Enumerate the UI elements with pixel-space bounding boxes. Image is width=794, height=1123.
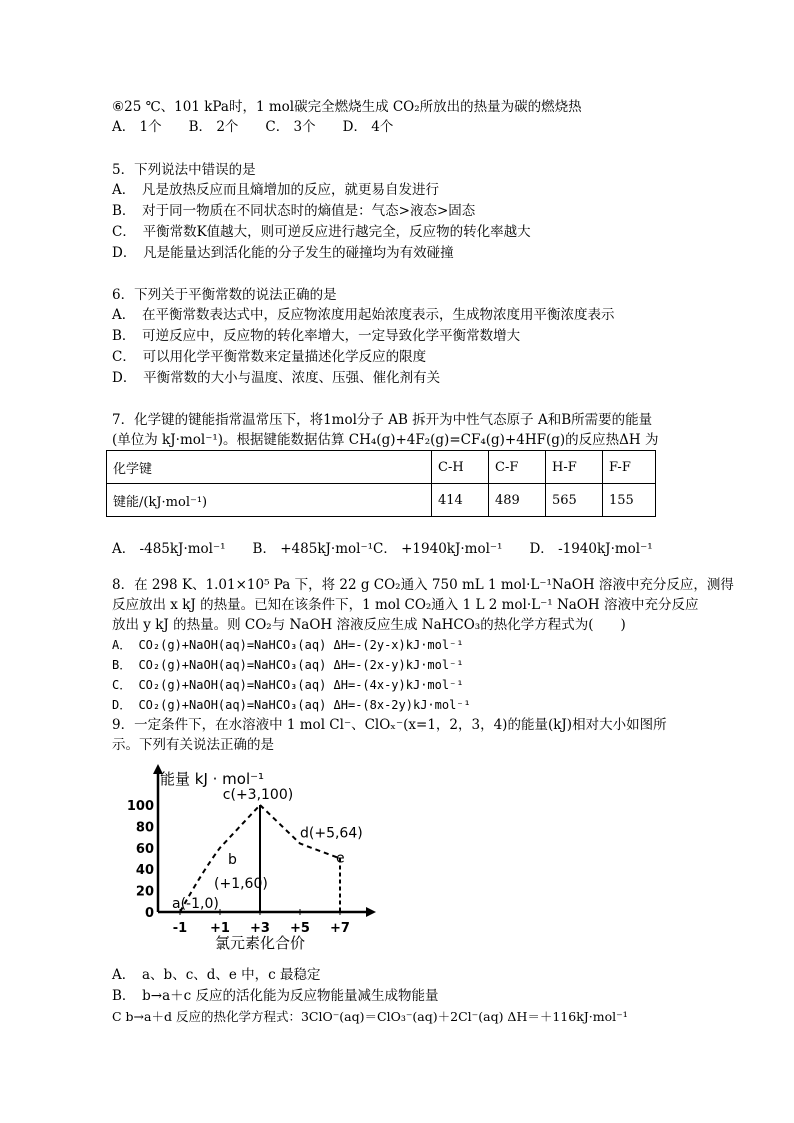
q6-option-d: D． 平衡常数的大小与温度、浓度、压强、催化剂有关 <box>112 370 441 386</box>
q6-option-b: B． 可逆反应中，反应物的转化率增大，一定导致化学平衡常数增大 <box>112 328 521 344</box>
x-tick-label: +1 <box>210 921 230 936</box>
y-tick-label: 40 <box>135 863 154 879</box>
q9-option-a: A． a、b、c、d、e 中，c 最稳定 <box>112 967 321 983</box>
q5-option-d: D． 凡是能量达到活化能的分子发生的碰撞均为有效碰撞 <box>112 245 454 261</box>
y-tick-label: 60 <box>135 841 154 857</box>
q9-stem-line2: 示。下列有关说法正确的是 <box>112 737 274 753</box>
x-tick-label: +7 <box>330 921 350 936</box>
x-tick-label: -1 <box>172 921 188 936</box>
table-cell: 化学键 <box>107 451 432 484</box>
table-cell: 489 <box>489 484 546 517</box>
point-d-label: d(+5,64) <box>300 825 363 842</box>
table-cell: 565 <box>546 484 603 517</box>
q6-option-a: A． 在平衡常数表达式中，反应物浓度用起始浓度表示，生成物浓度用平衡浓度表示 <box>112 307 615 323</box>
table-row <box>107 484 656 517</box>
table-cell: 155 <box>603 484 656 517</box>
table-cell: F-F <box>603 451 656 484</box>
y-axis-label: 能量 kJ · mol⁻¹ <box>160 770 265 788</box>
q5-option-b: B． 对于同一物质在不同状态时的熵值是：气态>液态>固态 <box>112 203 476 219</box>
q8-option-c: C． CO₂(g)+NaOH(aq)=NaHCO₃(aq) ΔH=-(4x-y)kJ·mol⁻¹ <box>112 678 464 692</box>
q8-stem-line3: 放出 y kJ 的热量。则 CO₂与 NaOH 溶液反应生成 NaHCO₃的热化学方程式为( ) <box>112 617 626 633</box>
q8-stem-line1: 8．在 298 K、1.01×10⁵ Pa 下，将 22 g CO₂通入 750 mL 1 mol·L⁻¹NaOH 溶液中充分反应，测得 <box>112 577 734 593</box>
x-axis-label: 氯元素化合价 <box>215 934 306 952</box>
q8-option-d: D． CO₂(g)+NaOH(aq)=NaHCO₃(aq) ΔH=-(8x-2y)kJ·mol⁻¹ <box>112 698 471 712</box>
table-cell: C-H <box>432 451 489 484</box>
point-c-label: c(+3,100) <box>222 787 294 803</box>
q8-option-a: A． CO₂(g)+NaOH(aq)=NaHCO₃(aq) ΔH=-(2y-x)kJ·mol⁻¹ <box>112 638 464 652</box>
table-cell: C-F <box>489 451 546 484</box>
q7-stem-line2: (单位为 kJ·mol⁻¹)。根据键能数据估算 CH₄(g)+4F₂(g)=CF₄(g)+4HF(g)的反应热ΔH 为 <box>112 432 659 448</box>
q9-option-c: C b→a＋d 反应的热化学方程式：3ClO⁻(aq)＝ClO₃⁻(aq)＋2Cl⁻(aq) ΔH＝＋116kJ·mol⁻¹ <box>112 1009 628 1024</box>
x-axis-arrow <box>366 907 376 917</box>
q8-option-b: B． CO₂(g)+NaOH(aq)=NaHCO₃(aq) ΔH=-(2x-y)kJ·mol⁻¹ <box>112 658 464 672</box>
y-tick-label: 0 <box>144 906 154 921</box>
y-tick-label: 100 <box>126 799 154 814</box>
q7-stem-line1: 7．化学键的键能指常温常压下，将1mol分子 AB 拆开为中性气态原子 A和B所需要的能量 <box>112 412 653 428</box>
q8-stem-line2: 反应放出 x kJ 的热量。已知在该条件下，1 mol CO₂通入 1 L 2 mol·L⁻¹ NaOH 溶液中充分反应 <box>112 597 699 613</box>
q5-option-c: C． 平衡常数K值越大，则可逆反应进行越完全，反应物的转化率越大 <box>112 224 531 240</box>
energy-vs-oxidation-state-chart <box>120 760 390 960</box>
point-a-label: a(-1,0) <box>172 896 219 912</box>
y-tick-label: 20 <box>135 884 154 900</box>
point-b-label: b <box>228 851 237 868</box>
table-cell: 414 <box>432 484 489 517</box>
q5-stem: 5．下列说法中错误的是 <box>112 162 256 178</box>
table-cell: 键能/(kJ·mol⁻¹) <box>107 484 432 517</box>
table-header-row <box>107 451 656 484</box>
bond-energy-table <box>106 450 656 517</box>
q6-option-c: C． 可以用化学平衡常数来定量描述化学反应的限度 <box>112 349 427 365</box>
x-tick-label: +3 <box>250 921 270 936</box>
q4-options: A． 1个 B． 2个 C． 3个 D． 4个 <box>112 119 394 135</box>
q7-options: A． -485kJ·mol⁻¹ B． +485kJ·mol⁻¹C． +1940kJ·mol⁻¹ D． -1940kJ·mol⁻¹ <box>112 541 653 557</box>
x-tick-label: +5 <box>290 921 310 936</box>
point-e-label: e <box>336 850 345 867</box>
q6-stem: 6．下列关于平衡常数的说法正确的是 <box>112 287 337 303</box>
q9-option-b: B． b→a＋c 反应的活化能为反应物能量减生成物能量 <box>112 988 439 1004</box>
table-cell: H-F <box>546 451 603 484</box>
y-tick-label: 80 <box>135 820 154 836</box>
q9-stem-line1: 9．一定条件下，在水溶液中 1 mol Cl⁻、ClOₓ⁻(x=1，2，3，4)的能量(kJ)相对大小如图所 <box>112 717 667 733</box>
q5-option-a: A． 凡是放热反应而且熵增加的反应，就更易自发进行 <box>112 182 439 198</box>
point-b-coord-label: (+1,60) <box>214 875 268 892</box>
q5-prev-item6: ⑥25 ℃、101 kPa时，1 mol碳完全燃烧生成 CO₂所放出的热量为碳的燃烧热 <box>112 99 582 115</box>
